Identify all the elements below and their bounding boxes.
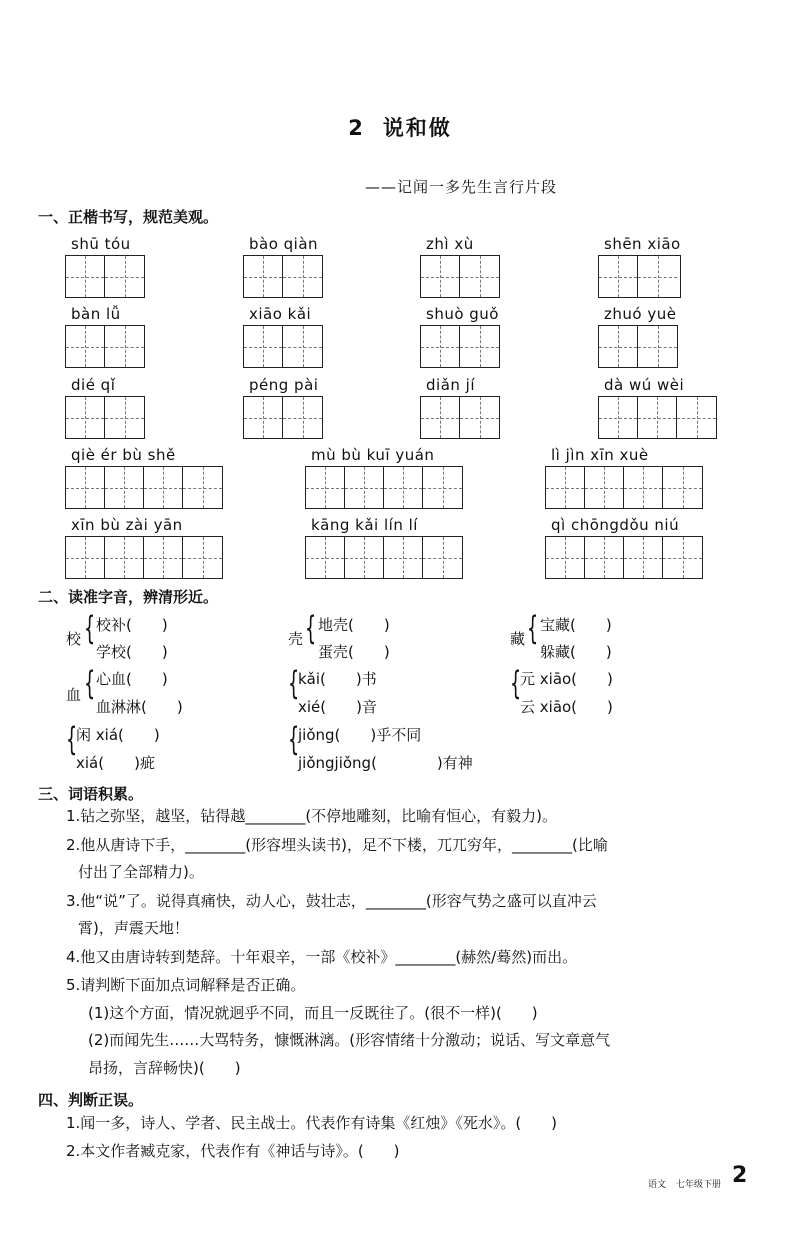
tianzige-grid	[598, 325, 678, 368]
writing-cell[interactable]	[663, 537, 702, 578]
writing-cell[interactable]	[546, 537, 585, 578]
writing-cell[interactable]	[66, 397, 105, 438]
section-3-heading: 三、词语积累。	[38, 785, 144, 803]
pinyin-group	[243, 376, 323, 439]
tianzige-grid	[420, 396, 500, 439]
writing-cell[interactable]	[283, 326, 322, 367]
writing-cell[interactable]	[624, 467, 663, 508]
tianzige-grid	[598, 255, 681, 298]
writing-cell[interactable]	[460, 397, 499, 438]
item-jiao-1: 校补( )	[96, 616, 168, 634]
lesson-subtitle: ——记闻一多先生言行片段	[365, 178, 558, 196]
pinyin-group	[420, 305, 500, 368]
writing-cell[interactable]	[66, 537, 105, 578]
pinyin-label: xīn bù zài yān	[71, 516, 183, 534]
writing-cell[interactable]	[677, 397, 716, 438]
writing-cell[interactable]	[244, 256, 283, 297]
section-4-heading: 四、判断正误。	[38, 1091, 144, 1109]
writing-cell[interactable]	[585, 467, 624, 508]
writing-cell[interactable]	[585, 537, 624, 578]
pinyin-group	[598, 376, 717, 439]
char-xue: 血	[66, 686, 82, 704]
writing-cell[interactable]	[421, 397, 460, 438]
pinyin-group	[65, 446, 223, 509]
question-3-5: 5.请判断下面加点词解释是否正确。	[66, 976, 306, 994]
question-3-3-cont: 霄)，声震天地！	[78, 919, 189, 937]
writing-cell[interactable]	[183, 537, 222, 578]
pinyin-label: qì chōngdǒu niú	[551, 516, 680, 534]
item-xue-1: 心血( )	[96, 670, 168, 688]
tianzige-grid	[65, 396, 145, 439]
pinyin-group	[65, 376, 145, 439]
pinyin-group	[65, 305, 145, 368]
question-3-1: 1.钻之弥坚，越坚，钻得越________(不停地雕刻，比喻有恒心，有毅力)。	[66, 807, 558, 825]
writing-cell[interactable]	[105, 397, 144, 438]
item-jiong-2: jiǒngjiǒng( )有神	[298, 754, 473, 772]
question-3-2-cont: 付出了全部精力)。	[78, 863, 204, 881]
tianzige-grid	[305, 466, 463, 509]
tianzige-grid	[598, 396, 717, 439]
pinyin-group	[305, 516, 463, 579]
writing-cell[interactable]	[421, 326, 460, 367]
pinyin-label: lì jìn xīn xuè	[551, 446, 649, 464]
brace: {	[66, 720, 78, 758]
writing-cell[interactable]	[244, 326, 283, 367]
tianzige-grid	[65, 536, 223, 579]
section-2-heading: 二、读准字音，辨清形近。	[38, 588, 219, 606]
char-jiao: 校	[66, 630, 82, 648]
writing-cell[interactable]	[624, 537, 663, 578]
brace: {	[84, 664, 96, 702]
lesson-number: 2	[348, 116, 365, 140]
item-xue-2: 血淋淋( )	[96, 698, 183, 716]
item-yuan-2: 云 xiāo( )	[520, 698, 613, 716]
tianzige-grid	[65, 255, 145, 298]
brace: {	[84, 609, 96, 647]
pinyin-label: kāng kǎi lín lí	[311, 516, 418, 534]
tianzige-grid	[65, 325, 145, 368]
section-1-heading: 一、正楷书写，规范美观。	[38, 208, 219, 226]
tianzige-grid	[65, 466, 223, 509]
question-3-5-1: (1)这个方面，情况就迥乎不同，而且一反既往了。(很不一样)( )	[88, 1004, 538, 1022]
writing-cell[interactable]	[144, 467, 183, 508]
question-4-1: 1.闻一多，诗人、学者、民主战士。代表作有诗集《红烛》《死水》。( )	[66, 1114, 558, 1132]
lesson-name: 说和做	[382, 116, 452, 140]
pinyin-group	[545, 446, 703, 509]
pinyin-label: zhuó yuè	[604, 305, 677, 323]
item-yuan-1: 元 xiāo( )	[520, 670, 613, 688]
pinyin-label: qiè ér bù shě	[71, 446, 176, 464]
page-number: 2	[732, 1163, 748, 1188]
item-ke-2: 蛋壳( )	[318, 643, 390, 661]
writing-cell[interactable]	[105, 326, 144, 367]
char-cang: 藏	[510, 630, 526, 648]
item-xian-2: xiá( )疵	[76, 754, 155, 772]
writing-cell[interactable]	[345, 537, 384, 578]
writing-cell[interactable]	[663, 467, 702, 508]
writing-cell[interactable]	[460, 256, 499, 297]
writing-cell[interactable]	[345, 467, 384, 508]
writing-cell[interactable]	[66, 326, 105, 367]
writing-cell[interactable]	[423, 537, 462, 578]
tianzige-grid	[545, 536, 703, 579]
writing-cell[interactable]	[638, 256, 677, 297]
writing-cell[interactable]	[306, 467, 345, 508]
pinyin-group	[243, 235, 323, 298]
writing-cell[interactable]	[244, 397, 283, 438]
item-kai-1: kǎi( )书	[298, 670, 377, 688]
brace: {	[288, 720, 300, 758]
writing-cell[interactable]	[421, 256, 460, 297]
tianzige-grid	[243, 255, 323, 298]
pinyin-group	[65, 235, 145, 298]
question-4-2: 2.本文作者臧克家，代表作有《神话与诗》。( )	[66, 1142, 400, 1160]
pinyin-label: péng pài	[249, 376, 319, 394]
pinyin-label: mù bù kuī yuán	[311, 446, 435, 464]
pinyin-label: zhì xù	[426, 235, 474, 253]
pinyin-label: bàn lǚ	[71, 305, 121, 323]
footer-grade: 七年级下册	[676, 1180, 722, 1190]
pinyin-label: dà wú wèi	[604, 376, 685, 394]
writing-cell[interactable]	[66, 256, 105, 297]
pinyin-group	[545, 516, 703, 579]
brace: {	[527, 609, 539, 647]
writing-cell[interactable]	[66, 467, 105, 508]
writing-cell[interactable]	[384, 537, 423, 578]
item-kai-2: xié( )音	[298, 698, 377, 716]
brace: {	[510, 664, 522, 702]
writing-cell[interactable]	[384, 467, 423, 508]
pinyin-group	[65, 516, 223, 579]
writing-cell[interactable]	[638, 397, 677, 438]
pinyin-group	[598, 305, 678, 368]
writing-cell[interactable]	[183, 467, 222, 508]
pinyin-label: dié qǐ	[71, 376, 116, 394]
writing-cell[interactable]	[460, 326, 499, 367]
question-3-3: 3.他“说”了。说得真痛快，动人心，鼓壮志，________(形容气势之盛可以直冲云	[66, 892, 597, 910]
question-3-5-2: (2)而闻先生……大骂特务，慷慨淋漓。(形容情绪十分激动；说话、写文章意气	[88, 1031, 611, 1049]
pinyin-group	[420, 235, 500, 298]
item-cang-2: 躲藏( )	[540, 643, 612, 661]
writing-cell[interactable]	[283, 256, 322, 297]
writing-cell[interactable]	[144, 537, 183, 578]
writing-cell[interactable]	[546, 467, 585, 508]
pinyin-label: shū tóu	[71, 235, 131, 253]
item-cang-1: 宝藏( )	[540, 616, 612, 634]
writing-cell[interactable]	[599, 326, 638, 367]
tianzige-grid	[305, 536, 463, 579]
item-ke-1: 地壳( )	[318, 616, 390, 634]
writing-cell[interactable]	[105, 467, 144, 508]
pinyin-label: bào qiàn	[249, 235, 319, 253]
question-3-5-2-cont: 昂扬，言辞畅快)( )	[88, 1059, 241, 1077]
pinyin-label: shuò guǒ	[426, 305, 499, 323]
writing-cell[interactable]	[283, 397, 322, 438]
lesson-title	[0, 112, 800, 142]
question-3-2: 2.他从唐诗下手，________(形容埋头读书)，足不下楼，兀兀穷年，________(比喻	[66, 836, 608, 854]
question-3-4: 4.他又由唐诗转到楚辞。十年艰辛，一部《校补》________(赫然/蓦然)而出。	[66, 948, 578, 966]
writing-cell[interactable]	[105, 537, 144, 578]
tianzige-grid	[420, 325, 500, 368]
item-jiong-1: jiǒng( )乎不同	[298, 726, 422, 744]
pinyin-label: shēn xiāo	[604, 235, 681, 253]
pinyin-label: diǎn jí	[426, 376, 475, 394]
footer-subject: 语文	[648, 1180, 667, 1190]
pinyin-group	[305, 446, 463, 509]
pinyin-group	[243, 305, 323, 368]
writing-cell[interactable]	[599, 397, 638, 438]
writing-cell[interactable]	[306, 537, 345, 578]
item-jiao-2: 学校( )	[96, 643, 168, 661]
char-ke: 壳	[288, 630, 304, 648]
pinyin-group	[420, 376, 500, 439]
writing-cell[interactable]	[638, 326, 677, 367]
tianzige-grid	[420, 255, 500, 298]
item-xian-1: 闲 xiá( )	[76, 726, 160, 744]
tianzige-grid	[243, 325, 323, 368]
writing-cell[interactable]	[423, 467, 462, 508]
brace: {	[305, 609, 317, 647]
tianzige-grid	[545, 466, 703, 509]
brace: {	[288, 664, 300, 702]
writing-cell[interactable]	[105, 256, 144, 297]
pinyin-label: xiāo kǎi	[249, 305, 312, 323]
writing-cell[interactable]	[599, 256, 638, 297]
pinyin-group	[598, 235, 681, 298]
tianzige-grid	[243, 396, 323, 439]
